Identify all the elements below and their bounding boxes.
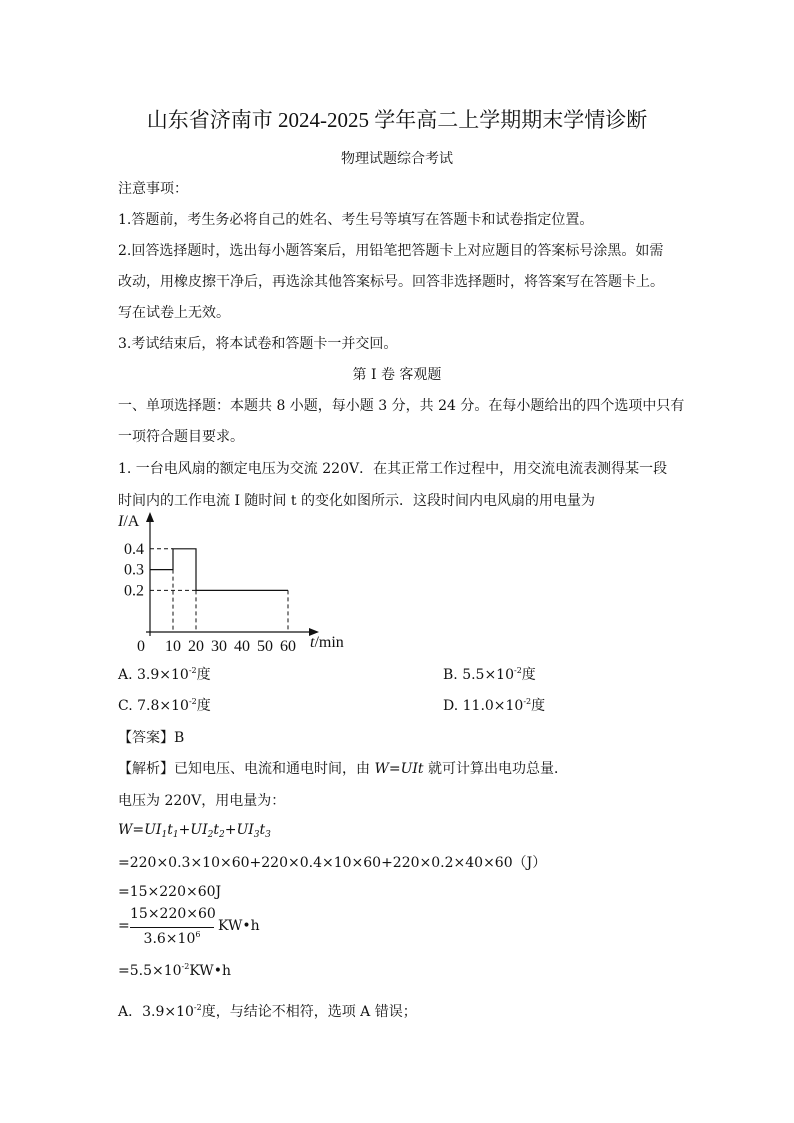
current-time-chart [116, 506, 386, 656]
notice-heading: 注意事项： [118, 181, 188, 197]
fraction-bar [130, 927, 214, 928]
analysis-text-a: 已知电压、电流和通电时间，由 [174, 761, 375, 777]
option-b-tail: 度 [521, 667, 536, 683]
x-tick-label: 10 [165, 638, 181, 655]
y-tick-label: 0.4 [124, 540, 144, 558]
x-tick-label: 60 [280, 638, 296, 655]
x-tick-label: 50 [257, 638, 273, 655]
answer: 【答案】B [118, 730, 185, 746]
x-tick-label: 0 [137, 638, 145, 655]
x-tick-label: 40 [234, 638, 250, 655]
y-tick-label: 0.2 [124, 582, 144, 600]
section-title: 第 I 卷 客观题 [352, 367, 442, 383]
fraction-numerator: 15×220×60 [130, 906, 216, 922]
part-intro-line-2: 一项符合题目要求。 [118, 429, 244, 445]
option-b[interactable] [443, 664, 536, 684]
calc-line-1: =220×0.3×10×60+220×0.4×10×60+220×0.2×40×60（J） [118, 855, 547, 871]
analysis-line-1 [118, 758, 568, 778]
result-line: $=5.5\times 10^{-2}KW•h$ [118, 962, 231, 979]
option-c-tail: 度 [196, 698, 211, 714]
y-axis-arrow [146, 512, 154, 522]
x-axis-label: t/min [310, 634, 344, 651]
option-b-lead: B. 5.5×10 [443, 667, 514, 683]
option-d[interactable] [443, 695, 545, 715]
option-d-tail: 度 [531, 698, 546, 714]
analysis-tag: 【解析】 [118, 761, 174, 777]
analysis-formula: W=UIt [374, 761, 424, 777]
option-d-lead: D. 11.0×10 [443, 698, 524, 714]
notice-item-2-line-2: 改动，用橡皮擦干净后，再选涂其他答案标号。回答非选择题时，将答案写在答题卡上。 [118, 274, 664, 290]
option-c-lead: C. 7.8×10 [118, 698, 189, 714]
current-step-line [150, 549, 288, 591]
y-tick-label: 0.3 [124, 561, 144, 579]
fraction-equals: = [118, 918, 130, 934]
notice-item-2-line-1: 2.回答选择题时，选出每小题答案后，用铅笔把答题卡上对应题目的答案标号涂黑。如需 [118, 243, 664, 259]
fraction-unit: KW•h [218, 918, 260, 934]
option-a-exponent: -2 [188, 666, 197, 675]
notice-item-2-line-3: 写在试卷上无效。 [118, 305, 230, 321]
x-tick-label: 20 [188, 638, 204, 655]
notice-item-1: 1.答题前，考生务必将自己的姓名、考生号等填写在答题卡和试卷指定位置。 [118, 212, 594, 228]
analysis-text-b: 就可计算出电功总量． [423, 761, 568, 777]
analysis-option-a: A．$3.9\times 10^{-2}$度，与结论不相符，选项 A 错误； [118, 1003, 417, 1020]
option-a-tail: 度 [196, 667, 211, 683]
part-intro-line-1: 一、单项选择题：本题共 8 小题，每小题 3 分，共 24 分。在每小题给出的四个选项中只有 [118, 398, 685, 414]
option-a-lead: A. 3.9×10 [118, 667, 189, 683]
option-d-exponent: -2 [523, 697, 532, 706]
notice-item-3: 3.考试结束后，将本试卷和答题卡一并交回。 [118, 336, 398, 352]
question-1-line-1: 1. 一台电风扇的额定电压为交流 220V．在其正常工作过程中，用交流电流表测得某一段 [118, 461, 668, 477]
option-c-exponent: -2 [188, 697, 197, 706]
calc-line-2: =15×220×60J [118, 884, 222, 900]
option-a[interactable] [118, 664, 211, 684]
option-c[interactable] [118, 695, 211, 715]
question-1-line-2: 时间内的工作电流 I 随时间 t 的变化如图所示．这段时间内电风扇的用电量为 [118, 493, 595, 509]
energy-formula: $W=UI_1t_1+UI_2t_2+UI_3t_3$ [118, 822, 271, 840]
fraction-denominator: $3.6\times 10^6$ [143, 930, 201, 947]
page-subtitle: 物理试题综合考试 [341, 151, 453, 167]
page-title: 山东省济南市 2024-2025 学年高二上学期期末学情诊断 [146, 108, 648, 132]
x-tick-label: 30 [211, 638, 227, 655]
analysis-line-2: 电压为 220V，用电量为： [118, 793, 286, 809]
y-axis-label: I/A [118, 513, 140, 530]
option-b-exponent: -2 [514, 666, 522, 675]
